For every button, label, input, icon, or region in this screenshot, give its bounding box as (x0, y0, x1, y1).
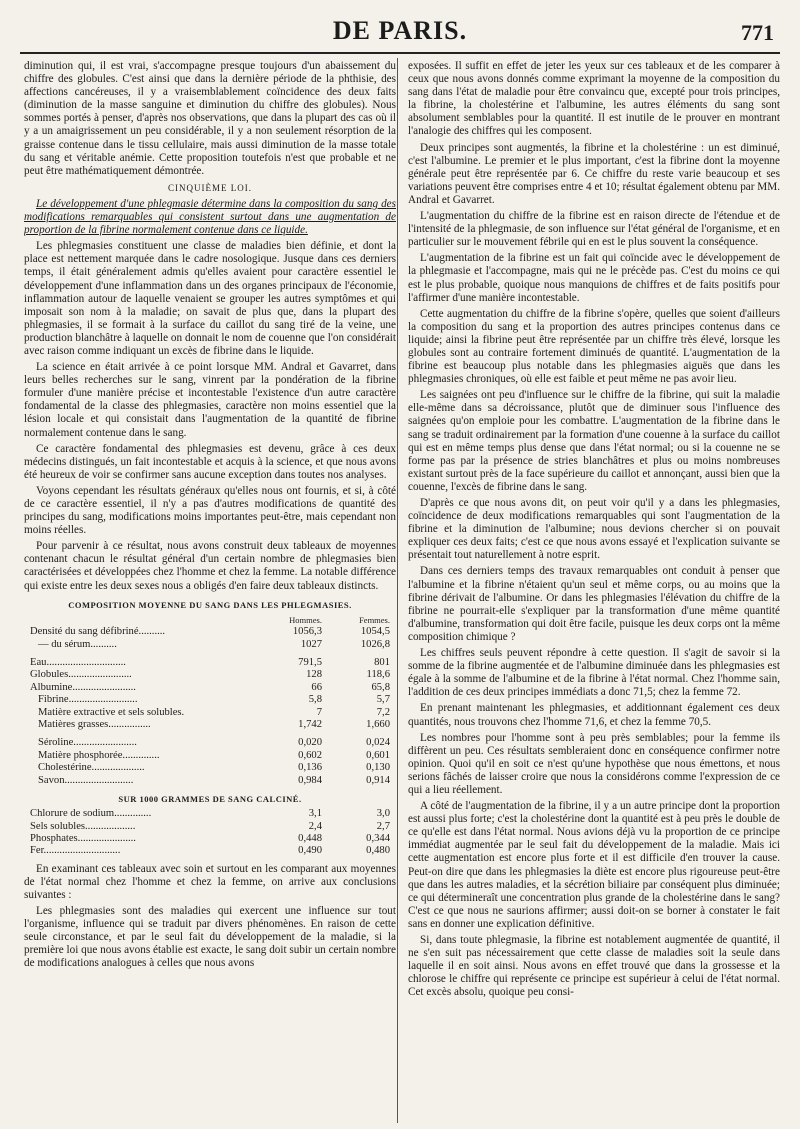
table-row (24, 639, 396, 651)
row-label: Globules........................ (30, 669, 132, 681)
table-title: COMPOSITION MOYENNE DU SANG DANS LES PHLEGMASIES. (68, 599, 352, 610)
paragraph: diminution qui, il est vrai, s'accompagne presque toujours d'un abaissement du chiffre des globules. C'est ainsi que dans la dernière période de la phthisie, des affections cancéreuses, il y a vraisemblablement coïncidence des deux faits (diminution de la masse sanguine et diminution du chiffre des globules). Nous sommes portés à penser, d'après nos observations, que dans la plupart des cas où il y a un amaigrissement un peu considérable, il y a non seulement résorption de la graisse contenue dans le tissu cellulaire, mais aussi diminution de la masse totale du sang et véritable anémie. Cette proposition toutefois n'est que probable et ne peut être mathématiquement démontrée. (24, 60, 396, 177)
paragraph: D'après ce que nous avons dit, on peut voir qu'il y a dans les phlegmasies, coïncidence de deux modifications remarquables qui sont l'augmentation de la fibrine et la diminution de l'albumine; nous devions chercher si on pouvait expliquer ces deux faits; c'est ce que nous avons essayé et l'explication suivante se présentait tout naturellement à notre esprit. (408, 497, 780, 562)
paragraph: exposées. Il suffit en effet de jeter les yeux sur ces tableaux et de les comparer à ceux que nous avons donnés comme exprimant la moyenne de la composition du sang dans l'état de maladie pour être convaincu que, excepté pour trois principes, la fibrine, la cholestérine et l'albumine, les autres éléments du sang sont absolument semblables pour la quantité. Il est inutile de le prouver en montrant l'analogie des chiffres qui les composent. (408, 60, 780, 138)
row-label: Sels solubles................... (30, 820, 136, 832)
composition-table (24, 614, 396, 787)
paragraph: Les chiffres seuls peuvent répondre à cette question. Il s'agit de savoir si la somme de la fibrine augmentée et de l'albumine diminuée dans les phlegmasies est égale à la somme de l'albumine et de la fibrine à l'état normal. Chez l'homme sain, l'addition de ces deux principes immédiats a donc 71,5; chez la femme 72. (408, 647, 780, 699)
paragraph: En examinant ces tableaux avec soin et surtout en les comparant aux moyennes de l'état normal chez l'homme et chez la femme, on arrive aux conclusions suivantes : (24, 862, 396, 901)
paragraph: A côté de l'augmentation de la fibrine, il y a un autre principe dont la proportion est aussi plus forte; c'est la cholestérine dont la quantité est à peu près le double de ce qu'elle est dans l'état normal. Nous avions déjà vu la proportion de ce principe immédiat augmentée par le seul fait du développement de la maladie. Mais ici cette augmentation est encore plus forte et il est difficile d'en trouver la cause. Peut-on dire que dans les phlegmasies la diète est encore plus rigoureuse peut-être que dans les autres maladies, et la sécrétion biliaire par conséquent plus diminuée; ce qui détermineraît une concentration plus grande de la cholestérine dans le sang? C'est ce que nous ne saurions affirmer; aussi doit-on se borner à constater le fait sans en donner une explication définitive. (408, 800, 780, 930)
table-row (24, 626, 396, 638)
left-column (24, 60, 396, 1120)
table-row (24, 694, 396, 706)
value-hommes: 0,984 (298, 774, 322, 786)
table-row (24, 657, 396, 669)
table-row (24, 808, 396, 820)
table-row (24, 682, 396, 694)
table-row (24, 762, 396, 774)
paragraph: L'augmentation du chiffre de la fibrine est en raison directe de l'étendue et de l'intensité de la phlegmasie, de son influence sur l'état général de l'organisme, et en particulier sur le mouvement fébrile qui en est le plus souvent la conséquence. (408, 210, 780, 249)
value-femmes: 801 (374, 656, 390, 668)
paragraph: Les phlegmasies constituent une classe de maladies bien définie, et dont la place est nettement marquée dans le cadre nosologique. Jusque dans ces derniers temps, il était généralement admis qu'elles avaient pour caractère essentiel le développement d'une inflammation dans un des organes principaux de l'économie, inflammation autour de laquelle venaient se grouper les autres symptômes et qui imposait son nom à la maladie; on savait de plus que, dans la plupart des phlegmasies, il se formait à la surface du caillot du sang tiré de la veine, une production blanchâtre à laquelle on donnait le nom de couenne que l'on considérait avec raison comme indiquant un excès de fibrine dans le liquide. (24, 240, 396, 357)
row-label: Densité du sang défibriné.......... (30, 626, 166, 638)
row-label: Chlorure de sodium.............. (30, 808, 152, 820)
paragraph: L'augmentation de la fibrine est un fait qui coïncide avec le développement de la phlegmasie et l'accompagne, mais qui ne le précède pas. C'est du moins ce qui est le plus probable, quoique nous manquions de chiffres et de faits positifs pour l'affirmer d'une manière incontestable. (408, 252, 780, 304)
value-femmes: 0,024 (366, 737, 390, 749)
paragraph: La science en était arrivée à ce point lorsque MM. Andral et Gavarret, dans leurs belles recherches sur le sang, vinrent par la pondération de la fibrine formuler d'une manière précise et incontestable l'existence d'un autre caractère fondamental de la classe des phlegmasies, caractère non moins essentiel que la lésion locale et qui consistait dans l'augmentation de la quantité de fibrine normalement contenue dans le sang. (24, 361, 396, 439)
value-femmes: 0,130 (366, 762, 390, 774)
value-femmes: 0,480 (366, 845, 390, 857)
row-label: Séroline........................ (38, 737, 137, 749)
value-hommes: 0,136 (298, 762, 322, 774)
paragraph: Les nombres pour l'homme sont à peu près semblables; pour la femme ils diffèrent un peu. Ces résultats sembleraient donc en conséquence confirmer notre opinion. Quoi qu'il en soit ce n'est qu'une hypothèse que nous émettons, et nous serions fâchés de laisser croire que nous la considérons comme l'expression de ce qui a lieu réellement. (408, 731, 780, 796)
value-hommes: 5,8 (308, 694, 322, 706)
value-hommes: 1056,3 (292, 626, 322, 638)
table-title: SUR 1000 GRAMMES DE SANG CALCINÉ. (118, 794, 302, 805)
table-row (24, 845, 396, 857)
value-hommes: 0,020 (298, 737, 322, 749)
value-femmes: 0,914 (366, 774, 390, 786)
value-femmes: 0,601 (366, 749, 390, 761)
value-hommes: 128 (306, 669, 322, 681)
paragraph: En prenant maintenant les phlegmasies, et additionnant également ces deux quantités, nous trouvons chez l'homme 71,6, et chez la femme 70,5. (408, 702, 780, 728)
paragraph: Cette augmentation du chiffre de la fibrine s'opère, quelles que soient d'ailleurs la composition du sang et la proportion des autres principes contenus dans ce liquide; ainsi la fibrine peut être représentée par un chiffre très élevé, lorsque les globules sont au contraire fortement diminués de quantité. L'augmentation de la fibrine est beaucoup plus notable dans les phlegmasies aiguës que dans les phlegmasies chroniques, où elle est faible et peut même ne pas avoir lieu. (408, 307, 780, 386)
table-row (24, 669, 396, 681)
value-hommes: 1027 (300, 638, 322, 650)
value-femmes: 118,6 (366, 669, 390, 681)
row-label: Fer............................. (30, 845, 121, 857)
paragraph: Dans ces derniers temps des travaux remarquables ont conduit à penser que l'albumine et la fibrine n'étaient qu'un seul et même corps, ou au moins que la fibrine dérivait de l'albumine. Or dans les phlegmasies l'élévation du chiffre de la fibrine ne pourrait-elle s'expliquer par la transformation d'une même quantité d'albumine, transformation qui doit être facile, puisque les deux corps ont la même composition chimique ? (408, 565, 780, 643)
value-femmes: 3,0 (376, 808, 390, 820)
row-label: Matière extractive et sels solubles. (38, 706, 185, 718)
table-row (24, 750, 396, 762)
value-hommes: 7 (316, 706, 322, 718)
table-row (24, 775, 396, 787)
col-femmes: Femmes. (359, 614, 390, 625)
calcined-blood-table (24, 808, 396, 858)
value-femmes: 0,344 (366, 832, 390, 844)
law-heading: CINQUIÈME LOI. (168, 182, 252, 193)
law-statement: Le développement d'une phlegmasie détermine dans la composition du sang des modifications remarquables qui consistent surtout dans une augmentation de proportion de la fibrine normalement contenue dans ce liquide. (24, 197, 396, 237)
page-number: 771 (741, 20, 774, 45)
value-hommes: 0,602 (298, 749, 322, 761)
value-femmes: 5,7 (376, 694, 390, 706)
paragraph: Deux principes sont augmentés, la fibrine et la cholestérine : un est diminué, c'est l'albumine. Le premier et le plus important, c'est la fibrine dont la moyenne générale peut être représentée par 6. Ce chiffre du reste varie beaucoup et ses variations peuvent être comprises entre 4 et 10; résultat également obtenu par MM. Andral et Gavarret. (408, 141, 780, 206)
paragraph: Les phlegmasies sont des maladies qui exercent une influence sur tout l'organisme, influence qui se traduit par divers phénomènes. En raison de cette seule circonstance, et par le seul fait du développement de la maladie, si la première loi que nous avons établie est exacte, le sang doit subir un certain nombre de modifications analogues à celles que nous avons (24, 905, 396, 970)
row-label: Eau.............................. (30, 656, 126, 668)
table-row (24, 821, 396, 833)
value-hommes: 791,5 (298, 656, 322, 668)
page-title: DE PARIS. (332, 16, 468, 45)
value-hommes: 3,1 (308, 808, 322, 820)
paragraph: Voyons cependant les résultats généraux qu'elles nous ont fournis, et si, à côté de ce caractère essentiel, il n'y a pas d'autres modifications de quantité des principes du sang, modifications moins importantes peut-être, mais cependant non moins réelles. (24, 484, 396, 537)
row-label: — du sérum.......... (38, 638, 117, 650)
table-row (24, 719, 396, 731)
col-hommes: Hommes. (289, 614, 322, 625)
row-label: Albumine........................ (30, 681, 136, 693)
table-header-row (24, 614, 396, 626)
value-femmes: 2,7 (376, 820, 390, 832)
right-column (408, 60, 780, 1120)
value-hommes: 0,490 (298, 845, 322, 857)
table-row (24, 833, 396, 845)
value-femmes: 1054,5 (360, 626, 390, 638)
value-hommes: 0,448 (298, 832, 322, 844)
value-hommes: 2,4 (308, 820, 322, 832)
paragraph: Pour parvenir à ce résultat, nous avons construit deux tableaux de moyennes contenant chacun le résultat général d'un certain nombre de phlegmasies bien caractérisées et développées chez l'homme et chez la femme. La notable différence qui existe entre les deux sexes nous a obligés d'en faire deux tableaux distincts. (24, 540, 396, 592)
row-label: Matières grasses................ (38, 719, 151, 730)
table-row (24, 737, 396, 749)
column-divider (397, 58, 398, 1123)
row-label: Cholestérine.................... (38, 762, 145, 774)
row-label: Fibrine.......................... (38, 694, 138, 706)
value-femmes: 65,8 (371, 681, 390, 693)
row-label: Phosphates...................... (30, 832, 136, 844)
value-femmes: 1026,8 (360, 638, 390, 650)
paragraph: Ce caractère fondamental des phlegmasies est devenu, grâce à ces deux médecins distingués, un fait incontestable et acquis à la science, et que nous avons été heureux de voir se confirmer sans aucune exception dans toutes nos analyses. (24, 442, 396, 481)
value-hommes: 1,742 (298, 719, 322, 730)
value-femmes: 7,2 (376, 706, 390, 718)
paragraph: Si, dans toute phlegmasie, la fibrine est notablement augmentée de quantité, il ne s'en suit pas nécessairement que cette classe de maladies soit la seule dans laquelle il en soit ainsi. Nous avons en effet trouvé que dans la grossesse et la chlorose le chiffre qui représente ce principe est supérieur à celui de l'état normal. Cet excès absolu, quoique peu consi- (408, 934, 780, 999)
value-hommes: 66 (311, 681, 322, 693)
page-header (20, 10, 780, 54)
table-row (24, 707, 396, 719)
row-label: Savon.......................... (38, 774, 134, 786)
value-femmes: 1,660 (366, 719, 390, 730)
paragraph: Les saignées ont peu d'influence sur le chiffre de la fibrine, qui suit la maladie elle-même dans sa décroissance, plutôt que de diminuer sous l'influence des saignées qu'on emploie pour les combattre. L'augmentation de la fibrine dans le sang se traduit ordinairement par la formation d'une couenne à la surface du caillot qui est en même temps plus dense que dans l'état normal; ou si la couenne ne se forme pas par la présence de stries blanchâtres et plus ou moins nombreuses existant surtout près de la face supérieure du caillot et annonçant, aussi bien que la couenne, l'excès de fibrine dans le sang. (408, 389, 780, 493)
row-label: Matière phosphorée.............. (38, 749, 160, 761)
